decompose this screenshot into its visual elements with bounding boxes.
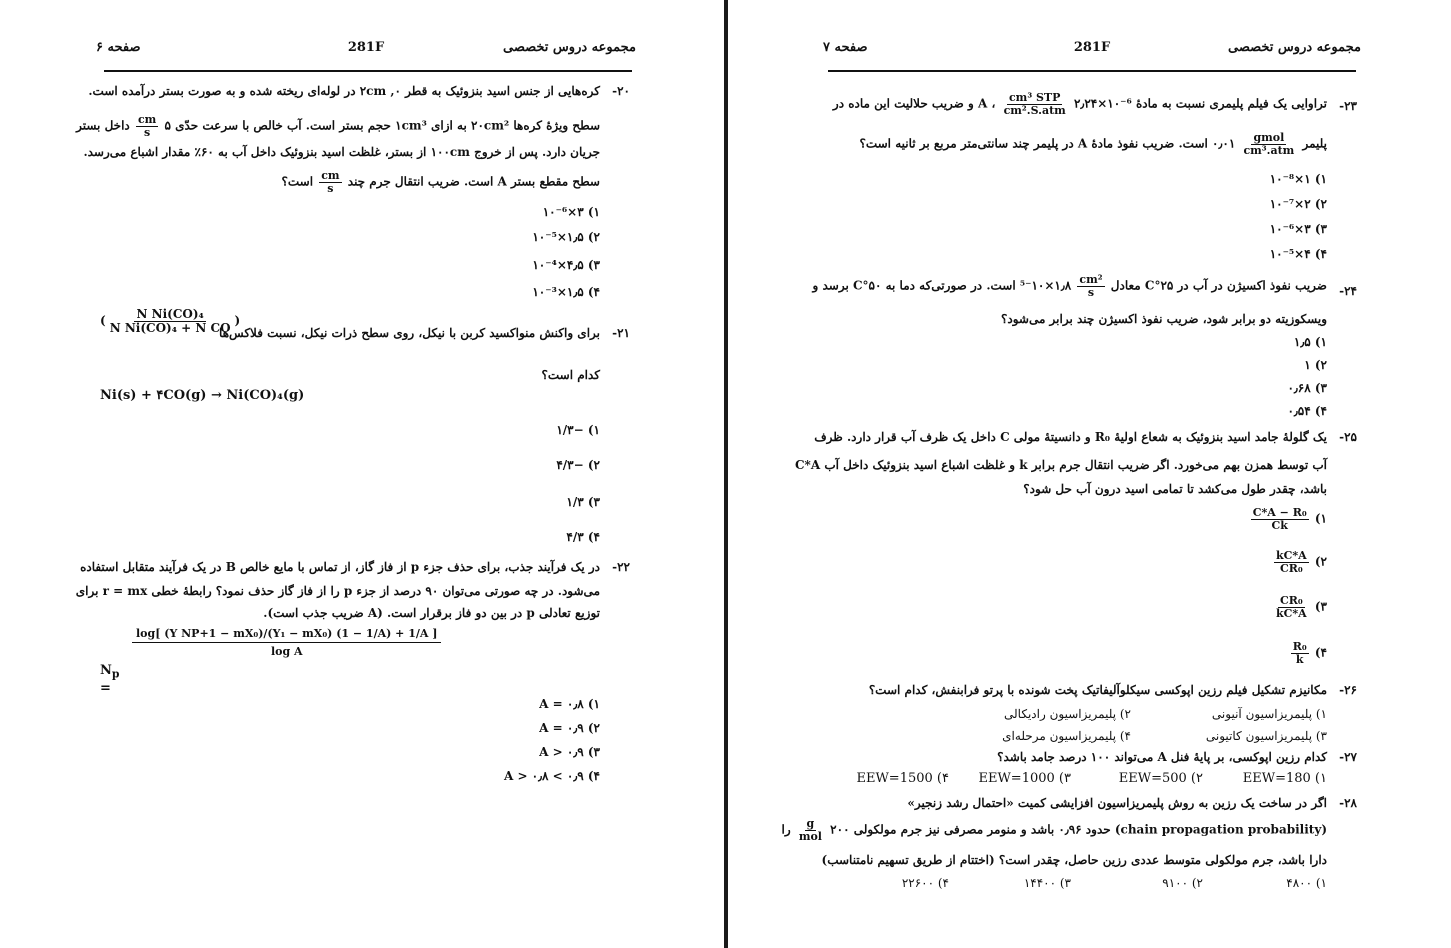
- flux-ratio: ( $\frac{\text{N Ni(CO)₄}}{\text{N Ni(CO)₄ + N CO}}$ ): [100, 307, 241, 335]
- answer-option[interactable]: ۳) ۱/۳: [566, 495, 600, 509]
- question-number: ۲۱-: [612, 326, 630, 340]
- answer-option[interactable]: ۱) ۴۸۰۰: [1286, 876, 1327, 890]
- answer-option[interactable]: ۱) $\frac{\text{C*A − R₀}}{Ck}$: [1252, 506, 1327, 532]
- answer-option[interactable]: ۳) پلیمریزاسیون کاتیونی: [1205, 729, 1327, 743]
- question-text: سطح مقطع بستر A است. ضریب انتقال جرم چند $\frac{cm}{s}$ است؟: [281, 169, 600, 195]
- question-number: ۲۳-: [1339, 99, 1357, 113]
- answer-option[interactable]: ۲) $\frac{kC*A}{\text{CR₀}}$: [1276, 549, 1327, 575]
- answer-option[interactable]: ۱) ۱٫۵: [1293, 335, 1327, 349]
- question-text: در یک فرآیند جذب، برای حذف جزء p از فاز گاز، از تماس با مایع خالص B در یک فرآیند متقابل استفاده: [80, 560, 600, 574]
- question-number: ۲۰-: [612, 84, 630, 98]
- question-number: ۲۷-: [1339, 750, 1357, 764]
- answer-option[interactable]: ۲) ۱: [1304, 358, 1327, 372]
- answer-option[interactable]: ۲) ۲×۱۰⁻⁷: [1269, 197, 1327, 211]
- question-text: برای واکنش منواکسید کربن با نیکل، روی سطح ذرات نیکل، نسبت فلاکس‌ها: [219, 326, 600, 340]
- answer-option[interactable]: ۱) −۱/۳: [556, 423, 600, 437]
- question-number: ۲۸-: [1339, 796, 1357, 810]
- page-header: [823, 40, 1361, 58]
- question-text: کدام رزین اپوکسی، بر پایهٔ فنل A می‌تواند ۱۰۰ درصد جامد باشد؟: [997, 750, 1327, 764]
- question-text: تراوایی یک فیلم پلیمری نسبت به مادهٔ A ، $\frac{\text{cm³ STP}}{\text{cm².S.atm}}$ ۲٫۲۴×۱۰⁻⁶ و ضریب حلالیت این ماده در: [832, 91, 1327, 117]
- header-rule: [828, 70, 1356, 72]
- question-text: کره‌هایی از جنس اسید بنزوئیک به قطر ۲cm ,۰ در لوله‌ای ریخته شده و به صورت بستر درآمده است.: [88, 84, 600, 98]
- answer-option[interactable]: ۲) EEW=500: [1118, 771, 1203, 786]
- booklet-title: مجموعه دروس تخصصی: [1228, 40, 1361, 55]
- question-text: (chain propagation probability) حدود ۰٫۹۶ باشد و منومر مصرفی نیز جرم مولکولی ۲۰۰ $\frac{g}{\text{mol}}$ را: [781, 817, 1327, 843]
- exam-page-7: [732, 0, 1451, 948]
- answer-option[interactable]: ۴) ۰٫۹ > A > ۰٫۸: [503, 769, 600, 783]
- answer-option[interactable]: ۱) A = ۰٫۸: [539, 697, 600, 711]
- question-number: ۲۲-: [612, 560, 630, 574]
- answer-option[interactable]: ۴) ۱٫۵×۱۰⁻³: [532, 285, 600, 299]
- question-number: ۲۵-: [1339, 430, 1357, 444]
- answer-option[interactable]: ۴) ۴×۱۰⁻⁵: [1269, 247, 1327, 261]
- answer-option[interactable]: ۴) ۲۲۶۰۰: [901, 876, 949, 890]
- reaction-equation: Ni(s) + ۴CO(g) → Ni(CO)₄(g): [100, 388, 305, 403]
- answer-option[interactable]: ۳) EEW=1000: [978, 771, 1071, 786]
- question-text: باشد، چقدر طول می‌کشد تا تمامی اسید درون آب حل شود؟: [1023, 482, 1327, 496]
- answer-option[interactable]: ۳) A > ۰٫۹: [539, 745, 600, 759]
- booklet-title: مجموعه دروس تخصصی: [503, 40, 636, 55]
- question-number: ۲۶-: [1339, 683, 1357, 697]
- answer-option[interactable]: ۴) پلیمریزاسیون مرحله‌ای: [1002, 729, 1131, 743]
- answer-option[interactable]: ۲) A = ۰٫۹: [539, 721, 600, 735]
- question-text: ضریب نفوذ اکسیژن در آب در ۲۵°C معادل $\frac{\text{cm²}}{s}$ ۱٫۸×۱۰⁻⁵ است. در صورتی‌که دما به ۵۰°C برسد و: [812, 273, 1327, 299]
- exam-code: 281F: [347, 40, 385, 55]
- answer-option[interactable]: ۴) ۴/۳: [566, 530, 600, 544]
- answer-option[interactable]: ۱) پلیمریزاسیون آنیونی: [1211, 707, 1327, 721]
- exam-page-6: مجموعه دروس تخصصی 281F صفحه ۶ ۲۰- کره‌هایی از جنس اسید بنزوئیک به قطر ۲cm ,۰ در لوله‌ای ریخته شده و به صورت بستر درآمده است. سطح ویژهٔ کره‌ها ۲۰cm² به ازای ۱cm³ حجم بستر است. آب خالص با سرعت حدّی ۵ $\frac{cm}{s}$ داخل بستر جریان دارد. پس از خروج ۱۰۰cm از بستر، غلظت اسید بنزوئیک داخل آب به ۶۰٪ مقدار اشباع می‌رسد. سطح مقطع بستر A است. ضریب انتقال جرم چند $\frac{cm}{s}$ است؟ ۱) ۳×۱۰⁻⁶ ۲) ۱٫۵×۱۰⁻⁵ ۳) ۴٫۵×۱۰⁻⁴ ۴) ۱٫۵×۱۰⁻³ ۲۱- برای واکنش منواکسید کربن با نیکل، روی سطح ذرات نیکل، نسبت فلاکس‌ها ( $\frac{\text{N Ni(CO)₄}}{\text{N Ni(CO)₄ + N CO}}$ ) کدام است؟ Ni(s) + ۴CO(g) → Ni(CO)₄(g) ۱) −۱/۳ ۲) −۴/۳ ۳) ۱/۳ ۴) ۴/۳ ۲۲- در یک فرآیند جذب، برای حذف جزء p از فاز گاز، از تماس با مایع خالص B در یک فرآیند متقابل استفاده می‌شود. در چه صورتی می‌توان ۹۰ درصد از جزء p را از فاز گاز حذف نمود؟ رابطهٔ خطی r = mx برای توزیع تعادلی p در بین دو فاز برقرار است. (A ضریب جذب است). $N_p$ = log[ (Y NP+1 − mX₀)/(Y₁ − mX₀) (1 − 1/A) + 1/A ] log A ۱) A = ۰٫۸ ۲) A = ۰٫۹ ۳) A > ۰٫۹ ۴) ۰٫۹ > A > ۰٫۸: [75, 40, 636, 783]
- answer-option[interactable]: ۱) EEW=180: [1242, 771, 1327, 786]
- question-text: یک گلولهٔ جامد اسید بنزوئیک به شعاع اولیهٔ R₀ و دانسیتهٔ مولی C داخل یک ظرف آب قرار دارد. ظرف: [814, 430, 1327, 444]
- question-text: می‌شود. در چه صورتی می‌توان ۹۰ درصد از جزء p را از فاز گاز حذف نمود؟ رابطهٔ خطی r = mx برای: [75, 584, 600, 598]
- exam-code: 281F: [1073, 40, 1111, 55]
- answer-option[interactable]: ۲) ۱٫۵×۱۰⁻⁵: [532, 230, 600, 244]
- answer-option[interactable]: ۴) $\frac{\text{R₀}}{k}$: [1292, 640, 1327, 666]
- answer-option[interactable]: ۴) EEW=1500: [856, 771, 949, 786]
- page-number: صفحه ۷: [823, 40, 868, 55]
- answer-option[interactable]: ۴) ۰٫۵۴: [1287, 404, 1327, 418]
- question-text: توزیع تعادلی p در بین دو فاز برقرار است. (A ضریب جذب است).: [263, 606, 600, 620]
- question-text: کدام است؟: [541, 368, 600, 382]
- answer-option[interactable]: ۳) ۱۴۴۰۰: [1023, 876, 1071, 890]
- answer-option[interactable]: ۳) $\frac{\text{CR₀}}{kC*A}$: [1276, 594, 1327, 620]
- answer-option[interactable]: ۲) پلیمریزاسیون رادیکالی: [1004, 707, 1131, 721]
- question-text: سطح ویژهٔ کره‌ها ۲۰cm² به ازای ۱cm³ حجم بستر است. آب خالص با سرعت حدّی ۵ $\frac{cm}{s}$ داخل بستر: [76, 113, 600, 139]
- question-text: پلیمر $\frac{\text{gmol}}{\text{cm³.atm}}$ ۰٫۰۱ است. ضریب نفوذ مادهٔ A در پلیمر چند سانتی‌متر مربع بر ثانیه است؟: [859, 131, 1327, 157]
- answer-option[interactable]: ۳) ۳×۱۰⁻⁶: [1269, 222, 1327, 236]
- question-text: ویسکوزیته دو برابر شود، ضریب نفوذ اکسیژن چند برابر می‌شود؟: [1000, 312, 1327, 326]
- answer-option[interactable]: ۳) ۴٫۵×۱۰⁻⁴: [532, 258, 600, 272]
- page-number: صفحه ۶: [96, 40, 141, 55]
- book-spine: [724, 0, 728, 948]
- question-text: اگر در ساخت یک رزین به روش پلیمریزاسیون افزایشی کمیت «احتمال رشد زنجیر»: [907, 796, 1327, 810]
- answer-option[interactable]: ۱) ۳×۱۰⁻⁶: [542, 205, 600, 219]
- answer-option[interactable]: ۱) ۱×۱۰⁻⁸: [1269, 172, 1327, 186]
- question-text: آب توسط همزن بهم می‌خورد. اگر ضریب انتقال جرم برابر k و غلظت اشباع اسید بنزوئیک داخل آب C*A: [795, 458, 1327, 472]
- question-number: ۲۴-: [1339, 284, 1357, 298]
- question-text: مکانیزم تشکیل فیلم رزین اپوکسی سیکلوآلیفاتیک پخت شونده با پرتو فرابنفش، کدام است؟: [868, 683, 1327, 697]
- answer-option[interactable]: ۲) −۴/۳: [556, 458, 600, 472]
- question-text: جریان دارد. پس از خروج ۱۰۰cm از بستر، غلظت اسید بنزوئیک داخل آب به ۶۰٪ مقدار اشباع می‌رسد.: [83, 145, 600, 159]
- question-text: دارا باشد، جرم مولکولی متوسط عددی رزین حاصل، چقدر است؟ (اختتام از طریق تسهیم نامتناسب): [821, 853, 1327, 867]
- page-header: [96, 40, 636, 58]
- answer-option[interactable]: ۳) ۰٫۶۸: [1287, 381, 1327, 395]
- header-rule: [104, 70, 632, 72]
- answer-option[interactable]: ۲) ۹۱۰۰: [1162, 876, 1203, 890]
